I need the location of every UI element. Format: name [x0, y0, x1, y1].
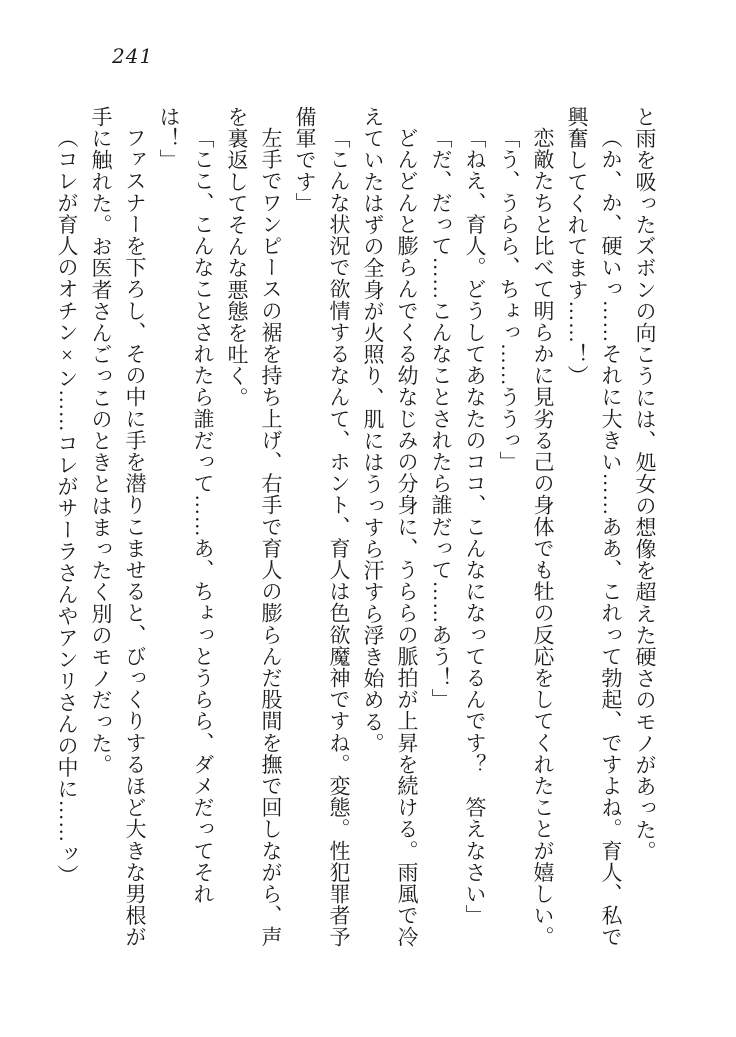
paragraph: 恋敵たちと比べて明らかに見劣る己の身体でも牡の反応をしてくれたことが嬉しい。	[531, 127, 555, 948]
vertical-text-block	[55, 106, 662, 951]
paragraph: 「う、うらら、ちょっ……ううっ」	[497, 127, 521, 473]
paragraph: 「だ、だって……こんなことされたら誰だって……あう！」	[429, 127, 453, 711]
paragraph: 左手でワンピースの裾を持ち上げ、右手で育人の膨らんだ股間を撫で回しながら、声を裏返してそんな悪態を吐く。	[225, 106, 283, 948]
paragraph: 「ここ、こんなことされたら誰だって……あ、ちょっとうらら、ダメだってそれは！」	[157, 106, 215, 905]
paragraph: どんどんと膨らんでくる幼なじみの分身に、うららの脈拍が上昇を続ける。雨風で冷えていたはずの全身が火照り、肌にはうっすら汗すら浮き始める。	[361, 106, 419, 948]
paragraph: （か、か、硬いっ……それに大きい……ああ、これって勃起、ですよね。育人、私で興奮してくれてます……！）	[565, 106, 623, 948]
paragraph: 「ねえ、育人。どうしてあなたのココ、こんなになってるんです？ 答えなさい」	[463, 127, 487, 927]
paragraph: と雨を吸ったズボンの向こうには、処女の想像を超えた硬さのモノがあった。	[633, 106, 657, 862]
page-number: 241	[112, 44, 154, 68]
paragraph: （コレが育人のオチン×ン……コレがサーラさんやアンリさんの中に……ッ）	[55, 127, 79, 886]
paragraph: ファスナーを下ろし、その中に手を潜りこませると、びっくりするほど大きな男根が手に触れた。お医者さんごっこのときとはまったく別のモノだった。	[89, 106, 147, 948]
paragraph: 「こんな状況で欲情するなんて、ホント、育人は色欲魔神ですね。変態。性犯罪者予備軍です」	[293, 106, 351, 948]
